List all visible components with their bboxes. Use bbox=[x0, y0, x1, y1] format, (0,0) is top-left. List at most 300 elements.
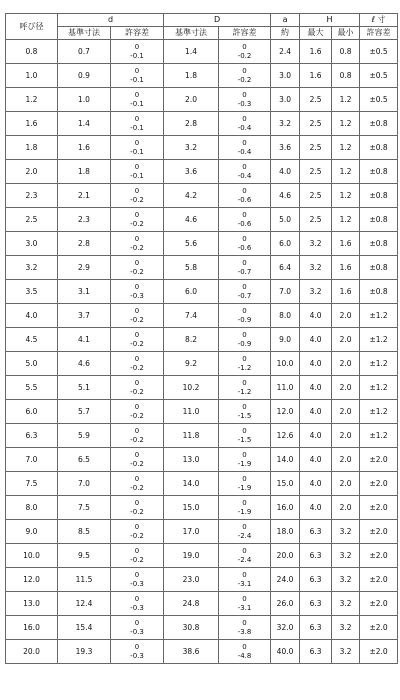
cell-D-tolerance bbox=[219, 472, 271, 496]
cell-l-tolerance: ±0.5 bbox=[360, 40, 398, 64]
cell-D-base: 24.8 bbox=[164, 592, 219, 616]
tolerance-lower: -0.2 bbox=[237, 75, 252, 84]
cell-D-tolerance bbox=[219, 328, 271, 352]
cell-nominal: 1.2 bbox=[6, 88, 58, 112]
cell-D-base: 1.4 bbox=[164, 40, 219, 64]
cell-l-tolerance: ±1.2 bbox=[360, 304, 398, 328]
tolerance-lower: -0.2 bbox=[130, 195, 144, 204]
cell-D-tolerance bbox=[219, 640, 271, 664]
cell-H-min: 3.2 bbox=[332, 640, 360, 664]
tolerance-lower: -0.6 bbox=[237, 195, 252, 204]
cell-H-max: 6.3 bbox=[300, 568, 332, 592]
cell-a: 14.0 bbox=[271, 448, 300, 472]
cell-l-tolerance: ±0.8 bbox=[360, 184, 398, 208]
tolerance-lower: -0.1 bbox=[130, 99, 144, 108]
col-header-l-tol: 許容差 bbox=[360, 27, 398, 40]
cell-d-base: 19.3 bbox=[58, 640, 111, 664]
cell-d-base: 2.9 bbox=[58, 256, 111, 280]
cell-H-max: 6.3 bbox=[300, 592, 332, 616]
cell-nominal: 1.6 bbox=[6, 112, 58, 136]
cell-d-base: 15.4 bbox=[58, 616, 111, 640]
table-row bbox=[6, 256, 398, 280]
tolerance-upper: 0 bbox=[134, 595, 140, 603]
cell-nominal: 2.0 bbox=[6, 160, 58, 184]
tolerance-upper: 0 bbox=[134, 187, 140, 195]
cell-a: 26.0 bbox=[271, 592, 300, 616]
cell-a: 8.0 bbox=[271, 304, 300, 328]
cell-H-max: 2.5 bbox=[300, 184, 332, 208]
tolerance-upper: 0 bbox=[242, 595, 247, 603]
cell-D-base: 17.0 bbox=[164, 520, 219, 544]
cell-H-min: 2.0 bbox=[332, 448, 360, 472]
cell-nominal: 6.0 bbox=[6, 400, 58, 424]
cell-a: 16.0 bbox=[271, 496, 300, 520]
cell-d-base: 5.7 bbox=[58, 400, 111, 424]
table-row bbox=[6, 472, 398, 496]
cell-d-base: 5.9 bbox=[58, 424, 111, 448]
tolerance-upper: 0 bbox=[242, 283, 247, 291]
cell-nominal: 1.0 bbox=[6, 64, 58, 88]
table-row bbox=[6, 232, 398, 256]
cell-D-tolerance bbox=[219, 160, 271, 184]
cell-a: 5.0 bbox=[271, 208, 300, 232]
cell-d-tolerance bbox=[111, 592, 164, 616]
tolerance-lower: -1.9 bbox=[237, 483, 252, 492]
cell-H-min: 2.0 bbox=[332, 328, 360, 352]
cell-H-max: 6.3 bbox=[300, 616, 332, 640]
tolerance-lower: -0.4 bbox=[237, 171, 252, 180]
cell-nominal: 7.0 bbox=[6, 448, 58, 472]
cell-d-tolerance bbox=[111, 256, 164, 280]
cell-D-base: 7.4 bbox=[164, 304, 219, 328]
cell-l-tolerance: ±2.0 bbox=[360, 472, 398, 496]
tolerance-lower: -0.2 bbox=[130, 243, 144, 252]
cell-H-min: 3.2 bbox=[332, 520, 360, 544]
cell-d-base: 11.5 bbox=[58, 568, 111, 592]
col-header-D: D bbox=[164, 14, 271, 27]
cell-H-min: 1.2 bbox=[332, 88, 360, 112]
table-row bbox=[6, 592, 398, 616]
cell-l-tolerance: ±0.5 bbox=[360, 88, 398, 112]
cell-l-tolerance: ±1.2 bbox=[360, 328, 398, 352]
cell-l-tolerance: ±1.2 bbox=[360, 352, 398, 376]
cell-d-tolerance bbox=[111, 208, 164, 232]
tolerance-lower: -3.1 bbox=[237, 603, 252, 612]
tolerance-lower: -1.2 bbox=[237, 387, 252, 396]
cell-nominal: 13.0 bbox=[6, 592, 58, 616]
tolerance-lower: -0.6 bbox=[237, 219, 252, 228]
tolerance-lower: -0.2 bbox=[130, 459, 144, 468]
cell-H-min: 2.0 bbox=[332, 304, 360, 328]
table-row bbox=[6, 160, 398, 184]
cell-H-max: 1.6 bbox=[300, 64, 332, 88]
cell-d-tolerance bbox=[111, 64, 164, 88]
tolerance-lower: -0.2 bbox=[130, 483, 144, 492]
tolerance-lower: -0.2 bbox=[130, 555, 144, 564]
tolerance-upper: 0 bbox=[134, 67, 140, 75]
cell-a: 6.0 bbox=[271, 232, 300, 256]
col-header-nominal: 呼び径 bbox=[6, 14, 58, 40]
cell-d-tolerance bbox=[111, 328, 164, 352]
cell-D-base: 6.0 bbox=[164, 280, 219, 304]
tolerance-upper: 0 bbox=[242, 187, 247, 195]
cell-D-tolerance bbox=[219, 616, 271, 640]
cell-a: 18.0 bbox=[271, 520, 300, 544]
cell-d-tolerance bbox=[111, 472, 164, 496]
cell-d-tolerance bbox=[111, 520, 164, 544]
cell-a: 32.0 bbox=[271, 616, 300, 640]
cell-H-max: 4.0 bbox=[300, 496, 332, 520]
tolerance-upper: 0 bbox=[134, 451, 140, 459]
tolerance-upper: 0 bbox=[134, 571, 140, 579]
cell-nominal: 16.0 bbox=[6, 616, 58, 640]
cell-l-tolerance: ±2.0 bbox=[360, 616, 398, 640]
cell-d-base: 8.5 bbox=[58, 520, 111, 544]
cell-D-tolerance bbox=[219, 40, 271, 64]
cell-D-base: 38.6 bbox=[164, 640, 219, 664]
tolerance-lower: -0.1 bbox=[130, 147, 144, 156]
cell-l-tolerance: ±2.0 bbox=[360, 640, 398, 664]
cell-H-min: 3.2 bbox=[332, 544, 360, 568]
tolerance-upper: 0 bbox=[242, 547, 247, 555]
cell-d-tolerance bbox=[111, 496, 164, 520]
cell-d-tolerance bbox=[111, 280, 164, 304]
tolerance-upper: 0 bbox=[134, 355, 140, 363]
table-row bbox=[6, 496, 398, 520]
cell-H-max: 4.0 bbox=[300, 400, 332, 424]
tolerance-lower: -0.7 bbox=[237, 291, 252, 300]
tolerance-lower: -0.7 bbox=[237, 267, 252, 276]
cell-nominal: 3.2 bbox=[6, 256, 58, 280]
table-row bbox=[6, 376, 398, 400]
cell-H-min: 3.2 bbox=[332, 616, 360, 640]
cell-d-tolerance bbox=[111, 184, 164, 208]
cell-d-base: 1.6 bbox=[58, 136, 111, 160]
cell-D-tolerance bbox=[219, 544, 271, 568]
tolerance-upper: 0 bbox=[242, 523, 247, 531]
tolerance-lower: -0.2 bbox=[130, 267, 144, 276]
cell-D-base: 2.8 bbox=[164, 112, 219, 136]
cell-D-tolerance bbox=[219, 448, 271, 472]
cell-d-tolerance bbox=[111, 616, 164, 640]
cell-D-tolerance bbox=[219, 568, 271, 592]
table-row bbox=[6, 448, 398, 472]
tolerance-upper: 0 bbox=[242, 67, 247, 75]
cell-H-min: 3.2 bbox=[332, 568, 360, 592]
table-row bbox=[6, 424, 398, 448]
cell-d-base: 3.7 bbox=[58, 304, 111, 328]
cell-H-min: 3.2 bbox=[332, 592, 360, 616]
tolerance-upper: 0 bbox=[134, 403, 140, 411]
cell-D-tolerance bbox=[219, 280, 271, 304]
table-header bbox=[6, 14, 398, 40]
tolerance-upper: 0 bbox=[134, 91, 140, 99]
tolerance-lower: -0.3 bbox=[130, 627, 144, 636]
cell-d-tolerance bbox=[111, 352, 164, 376]
cell-l-tolerance: ±2.0 bbox=[360, 448, 398, 472]
cell-d-tolerance bbox=[111, 160, 164, 184]
cell-H-max: 2.5 bbox=[300, 208, 332, 232]
tolerance-upper: 0 bbox=[242, 307, 247, 315]
tolerance-upper: 0 bbox=[134, 643, 140, 651]
cell-H-max: 4.0 bbox=[300, 448, 332, 472]
cell-a: 15.0 bbox=[271, 472, 300, 496]
tolerance-lower: -0.6 bbox=[237, 243, 252, 252]
tolerance-upper: 0 bbox=[242, 451, 247, 459]
tolerance-lower: -0.2 bbox=[130, 363, 144, 372]
col-header-H: H bbox=[300, 14, 360, 27]
cell-d-tolerance bbox=[111, 448, 164, 472]
cell-H-max: 2.5 bbox=[300, 112, 332, 136]
table-row bbox=[6, 400, 398, 424]
cell-a: 4.6 bbox=[271, 184, 300, 208]
tolerance-upper: 0 bbox=[134, 235, 140, 243]
cell-D-base: 11.8 bbox=[164, 424, 219, 448]
cell-l-tolerance: ±0.8 bbox=[360, 160, 398, 184]
cell-nominal: 5.5 bbox=[6, 376, 58, 400]
tolerance-lower: -0.2 bbox=[130, 315, 144, 324]
cell-H-min: 1.6 bbox=[332, 256, 360, 280]
cell-D-tolerance bbox=[219, 496, 271, 520]
cell-nominal: 8.0 bbox=[6, 496, 58, 520]
tolerance-upper: 0 bbox=[134, 523, 140, 531]
cell-d-tolerance bbox=[111, 640, 164, 664]
tolerance-upper: 0 bbox=[242, 91, 247, 99]
cell-d-base: 7.5 bbox=[58, 496, 111, 520]
cell-d-base: 0.9 bbox=[58, 64, 111, 88]
table-row bbox=[6, 352, 398, 376]
cell-D-base: 10.2 bbox=[164, 376, 219, 400]
cell-H-min: 0.8 bbox=[332, 64, 360, 88]
cell-D-tolerance bbox=[219, 64, 271, 88]
tolerance-upper: 0 bbox=[242, 163, 247, 171]
cell-nominal: 7.5 bbox=[6, 472, 58, 496]
tolerance-upper: 0 bbox=[134, 379, 140, 387]
tolerance-lower: -0.2 bbox=[130, 531, 144, 540]
tolerance-lower: -3.1 bbox=[237, 579, 252, 588]
cell-d-base: 3.1 bbox=[58, 280, 111, 304]
cell-d-tolerance bbox=[111, 400, 164, 424]
cell-D-base: 19.0 bbox=[164, 544, 219, 568]
tolerance-upper: 0 bbox=[242, 211, 247, 219]
tolerance-lower: -0.2 bbox=[130, 507, 144, 516]
tolerance-upper: 0 bbox=[134, 283, 140, 291]
cell-H-min: 2.0 bbox=[332, 376, 360, 400]
tolerance-lower: -0.2 bbox=[130, 387, 144, 396]
cell-d-tolerance bbox=[111, 136, 164, 160]
cell-a: 3.0 bbox=[271, 88, 300, 112]
tolerance-lower: -0.3 bbox=[130, 651, 144, 660]
cell-D-base: 3.6 bbox=[164, 160, 219, 184]
cell-d-base: 9.5 bbox=[58, 544, 111, 568]
cell-d-base: 5.1 bbox=[58, 376, 111, 400]
cell-H-max: 1.6 bbox=[300, 40, 332, 64]
cell-l-tolerance: ±2.0 bbox=[360, 496, 398, 520]
cell-D-base: 8.2 bbox=[164, 328, 219, 352]
cell-a: 4.0 bbox=[271, 160, 300, 184]
tolerance-lower: -4.8 bbox=[237, 651, 252, 660]
cell-H-min: 2.0 bbox=[332, 352, 360, 376]
cell-nominal: 2.3 bbox=[6, 184, 58, 208]
tolerance-upper: 0 bbox=[134, 43, 140, 51]
cell-a: 11.0 bbox=[271, 376, 300, 400]
header-row-2 bbox=[6, 27, 398, 40]
cell-H-max: 2.5 bbox=[300, 160, 332, 184]
tolerance-lower: -1.5 bbox=[237, 411, 252, 420]
tolerance-lower: -0.2 bbox=[237, 51, 252, 60]
cell-d-tolerance bbox=[111, 544, 164, 568]
cell-d-base: 1.0 bbox=[58, 88, 111, 112]
col-header-d-tol: 許容差 bbox=[111, 27, 164, 40]
tolerance-upper: 0 bbox=[134, 547, 140, 555]
cell-D-tolerance bbox=[219, 424, 271, 448]
cell-H-max: 6.3 bbox=[300, 640, 332, 664]
tolerance-lower: -1.9 bbox=[237, 507, 252, 516]
header-row-1 bbox=[6, 14, 398, 27]
tolerance-lower: -0.2 bbox=[130, 411, 144, 420]
col-header-d-base: 基準寸法 bbox=[58, 27, 111, 40]
cell-nominal: 12.0 bbox=[6, 568, 58, 592]
cell-H-max: 4.0 bbox=[300, 328, 332, 352]
tolerance-lower: -0.3 bbox=[130, 291, 144, 300]
cell-H-min: 1.2 bbox=[332, 208, 360, 232]
tolerance-upper: 0 bbox=[242, 139, 247, 147]
cell-d-base: 2.3 bbox=[58, 208, 111, 232]
tolerance-upper: 0 bbox=[242, 571, 247, 579]
cell-D-base: 15.0 bbox=[164, 496, 219, 520]
table-row bbox=[6, 640, 398, 664]
table-row bbox=[6, 520, 398, 544]
tolerance-lower: -2.4 bbox=[237, 531, 252, 540]
cell-H-max: 3.2 bbox=[300, 232, 332, 256]
tolerance-upper: 0 bbox=[134, 259, 140, 267]
cell-a: 9.0 bbox=[271, 328, 300, 352]
table-row bbox=[6, 544, 398, 568]
cell-d-base: 7.0 bbox=[58, 472, 111, 496]
cell-H-min: 0.8 bbox=[332, 40, 360, 64]
tolerance-upper: 0 bbox=[134, 211, 140, 219]
cell-nominal: 5.0 bbox=[6, 352, 58, 376]
tolerance-lower: -0.9 bbox=[237, 339, 252, 348]
tolerance-lower: -1.9 bbox=[237, 459, 252, 468]
cell-H-max: 2.5 bbox=[300, 88, 332, 112]
tolerance-upper: 0 bbox=[134, 427, 140, 435]
cell-H-max: 4.0 bbox=[300, 352, 332, 376]
cell-H-min: 2.0 bbox=[332, 424, 360, 448]
cell-nominal: 3.0 bbox=[6, 232, 58, 256]
cell-H-max: 3.2 bbox=[300, 256, 332, 280]
cell-H-max: 4.0 bbox=[300, 376, 332, 400]
cell-D-base: 2.0 bbox=[164, 88, 219, 112]
cell-l-tolerance: ±0.8 bbox=[360, 232, 398, 256]
table-body bbox=[6, 40, 398, 664]
cell-nominal: 4.0 bbox=[6, 304, 58, 328]
cell-l-tolerance: ±0.8 bbox=[360, 208, 398, 232]
tolerance-lower: -0.4 bbox=[237, 147, 252, 156]
cell-a: 6.4 bbox=[271, 256, 300, 280]
cell-a: 12.0 bbox=[271, 400, 300, 424]
cell-a: 2.4 bbox=[271, 40, 300, 64]
cell-d-tolerance bbox=[111, 88, 164, 112]
tolerance-upper: 0 bbox=[242, 331, 247, 339]
tolerance-upper: 0 bbox=[242, 403, 247, 411]
dimension-table bbox=[5, 13, 398, 664]
tolerance-upper: 0 bbox=[242, 115, 247, 123]
table-row bbox=[6, 304, 398, 328]
cell-D-base: 5.8 bbox=[164, 256, 219, 280]
cell-D-tolerance bbox=[219, 136, 271, 160]
tolerance-upper: 0 bbox=[134, 307, 140, 315]
cell-d-base: 1.8 bbox=[58, 160, 111, 184]
cell-d-tolerance bbox=[111, 304, 164, 328]
cell-d-base: 1.4 bbox=[58, 112, 111, 136]
table-row bbox=[6, 136, 398, 160]
table-row bbox=[6, 112, 398, 136]
cell-D-base: 13.0 bbox=[164, 448, 219, 472]
table-row bbox=[6, 616, 398, 640]
cell-a: 40.0 bbox=[271, 640, 300, 664]
cell-H-max: 4.0 bbox=[300, 472, 332, 496]
cell-D-base: 14.0 bbox=[164, 472, 219, 496]
cell-l-tolerance: ±1.2 bbox=[360, 424, 398, 448]
cell-H-min: 1.2 bbox=[332, 160, 360, 184]
cell-l-tolerance: ±0.8 bbox=[360, 280, 398, 304]
cell-D-base: 5.6 bbox=[164, 232, 219, 256]
tolerance-upper: 0 bbox=[134, 139, 140, 147]
cell-nominal: 4.5 bbox=[6, 328, 58, 352]
cell-a: 12.6 bbox=[271, 424, 300, 448]
cell-nominal: 10.0 bbox=[6, 544, 58, 568]
cell-H-min: 2.0 bbox=[332, 472, 360, 496]
col-header-d: d bbox=[58, 14, 164, 27]
cell-D-base: 1.8 bbox=[164, 64, 219, 88]
col-header-D-base: 基準寸法 bbox=[164, 27, 219, 40]
table-row bbox=[6, 208, 398, 232]
tolerance-lower: -0.2 bbox=[130, 339, 144, 348]
tolerance-lower: -0.3 bbox=[237, 99, 252, 108]
tolerance-upper: 0 bbox=[242, 427, 247, 435]
cell-H-max: 3.2 bbox=[300, 280, 332, 304]
col-header-D-tol: 許容差 bbox=[219, 27, 271, 40]
cell-a: 3.6 bbox=[271, 136, 300, 160]
cell-a: 3.0 bbox=[271, 64, 300, 88]
cell-d-base: 6.5 bbox=[58, 448, 111, 472]
tolerance-upper: 0 bbox=[242, 619, 247, 627]
col-header-l: ℓ 寸 bbox=[360, 14, 398, 27]
cell-l-tolerance: ±2.0 bbox=[360, 544, 398, 568]
cell-D-tolerance bbox=[219, 400, 271, 424]
spec-table-container bbox=[5, 13, 397, 664]
cell-l-tolerance: ±2.0 bbox=[360, 592, 398, 616]
tolerance-lower: -0.2 bbox=[130, 219, 144, 228]
cell-D-tolerance bbox=[219, 208, 271, 232]
cell-l-tolerance: ±1.2 bbox=[360, 376, 398, 400]
table-row bbox=[6, 568, 398, 592]
cell-nominal: 20.0 bbox=[6, 640, 58, 664]
tolerance-lower: -0.4 bbox=[237, 123, 252, 132]
tolerance-upper: 0 bbox=[242, 499, 247, 507]
cell-D-tolerance bbox=[219, 304, 271, 328]
cell-d-base: 0.7 bbox=[58, 40, 111, 64]
tolerance-lower: -0.3 bbox=[130, 603, 144, 612]
cell-nominal: 9.0 bbox=[6, 520, 58, 544]
cell-H-min: 1.6 bbox=[332, 232, 360, 256]
tolerance-upper: 0 bbox=[242, 355, 247, 363]
cell-d-tolerance bbox=[111, 232, 164, 256]
cell-D-base: 11.0 bbox=[164, 400, 219, 424]
table-row bbox=[6, 280, 398, 304]
cell-d-base: 2.1 bbox=[58, 184, 111, 208]
